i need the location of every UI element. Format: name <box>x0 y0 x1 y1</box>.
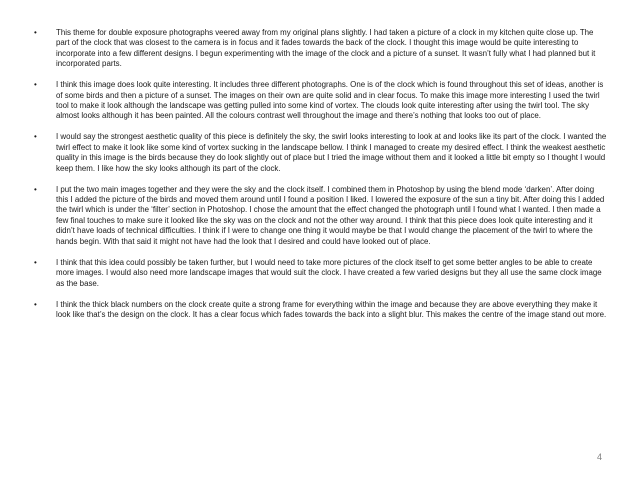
bullet-text: I think this image does look quite interesting. It includes three different photographs. One is of the clock which is found throughout this set of ideas, another is of some birds and then a picture of a sunset. The images on their own are quite solid and in clear focus. To make this image more interesting I used the twirl tool to make it look although the landscape was getting pulled into some kind of vortex. The clouds look quite interesting after using the twirl tool. The sky almost looks although it has been painted. All the colours contrast well throughout the image and there’s nothing that looks too out of place. <box>56 80 604 121</box>
bullet-dot: • <box>34 299 37 309</box>
bullet-item <box>34 300 608 321</box>
bullet-dot: • <box>34 257 37 267</box>
bullet-text: This theme for double exposure photographs veered away from my original plans slightly. I had taken a picture of a clock in my kitchen quite close up. The part of the clock that was closest to the camera is in focus and it fades towards the back of the clock. I thought this image would be quite interesting to incorporate into a few different designs. I begun experimenting with the image of the clock and a picture of a sunset. It wasn’t fully what I had planned but it incorporated parts. <box>56 28 596 69</box>
bullet-dot: • <box>34 28 37 37</box>
bullet-item <box>34 80 608 122</box>
bullet-text: I would say the strongest aesthetic quality of this piece is definitely the sky, the swirl looks interesting to look at and looks like its part of the clock. I wanted the twirl effect to make it look like some kind of vortex sucking in the landscape bellow. I think I managed to create my desired effect. I think the weakest aesthetic quality in this image is the birds because they do look slightly out of place but I tried the image without them and it looked a little bit empty so I thought I would keep them. I like how the sky looks although its part of the clock. <box>56 132 607 173</box>
bullet-text: I think the thick black numbers on the clock create quite a strong frame for everything within the image and because they are above everything they make it look like that’s the design on the clock. It has a clear focus which fades towards the back into a slight blur. This makes the centre of the image stand out more. <box>56 299 607 319</box>
bullet-item <box>34 185 608 247</box>
bullet-dot: • <box>34 80 37 90</box>
bullet-list <box>34 28 608 331</box>
bullet-item <box>34 28 608 70</box>
bullet-item <box>34 258 608 289</box>
bullet-text: I think that this idea could possibly be taken further, but I would need to take more pictures of the clock itself to get some better angles to be able to create more images. I would also need more landscape images that would suit the clock. I have created a few varied designs but they all use the same clock image as the base. <box>56 257 602 288</box>
bullet-text: I put the two main images together and they were the sky and the clock itself. I combined them in Photoshop by using the blend mode ‘darken’. After doing this I added the picture of the birds and moved them around until I found a position I liked. I lowered the exposure of the sun a tiny bit. After doing this I added the twirl which is under the ‘filter’ section in Photoshop. I chose the amount that the effect changed the photograph until I found what I wanted. I then made a few final touches to make sure it looked like the sky was on the clock and not the other way around. I think that this piece does look quite interesting and it didn’t have loads of technical difficulties. I think if I were to change one thing it would maybe be that I would change the placement of the twirl to where the hands begin. With that said it might not have had the look that I desired and could have looked out of place. <box>56 184 605 246</box>
bullet-dot: • <box>34 184 37 194</box>
bullet-item <box>34 132 608 174</box>
page-number: 4 <box>596 452 602 462</box>
bullet-dot: • <box>34 132 37 142</box>
